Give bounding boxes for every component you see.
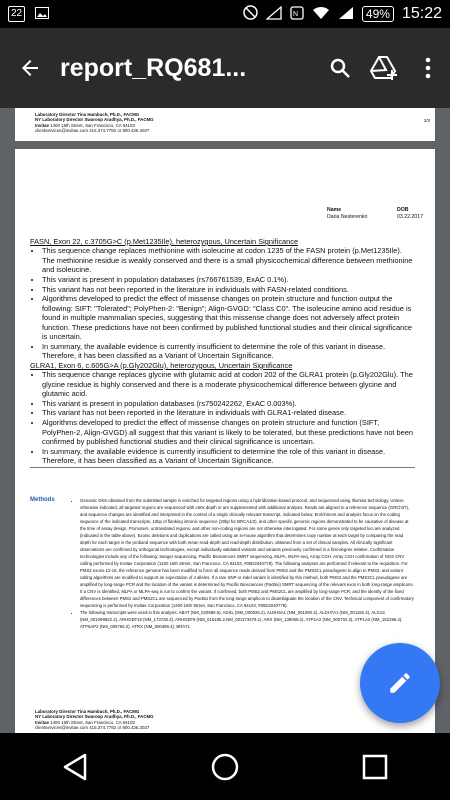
contact-line: clientservices@invitae.com 415.374.7782 or 800.436.3037 [35,128,150,134]
methods-section [30,497,415,630]
nav-recents-button[interactable] [345,737,405,797]
list-item: • This variant is present in population databases (rs766761539, ExAC 0.1%). [42,275,415,284]
wifi-icon [312,6,330,23]
methods-label: Methods [30,497,55,503]
notification-badge: 22 [8,6,25,22]
page-number: 2/3 [423,118,430,123]
name-header: Name [327,207,342,213]
search-icon [328,56,352,80]
variant-glra1 [30,361,415,466]
more-vert-icon [425,57,431,79]
signal-icon [266,6,282,23]
page-1-bottom [15,108,435,141]
list-item: • In summary, the available evidence is currently insufficient to determine the role of this variant in disease. Therefore, it has been classified as a Variant of Uncertain Significance. [42,342,415,361]
image-icon [35,7,49,22]
lab-director-line: Laboratory Director Tina Hambuch, Ph.D., FACMG [35,112,140,117]
list-item: • This variant has not been reported in the literature in individuals with FASN-related conditions. [42,285,415,294]
methods-list [72,497,415,630]
drive-add-icon [370,55,398,81]
list-item: • In summary, the available evidence is currently insufficient to determine the role of this variant in disease. Therefore, it has been classified as a Variant of Uncertain Significance. [42,447,415,466]
document-title: report_RQ681... [60,53,247,82]
patient-name: Daria Nesterenko [327,214,368,220]
status-bar [0,0,450,28]
nav-back-icon [61,752,89,782]
company-address: 1400 16th Street, San Francisco, CA 94103 [50,719,135,725]
patient-dob: 03.22.2017 [397,214,423,220]
patient-info [327,207,423,221]
nav-back-button[interactable] [45,737,105,797]
edit-fab-button[interactable] [360,643,440,723]
system-nav-bar [0,733,450,800]
clock: 15:22 [401,5,442,22]
svg-text:N: N [292,10,298,18]
lab-director-line: Laboratory Director Tina Hambuch, Ph.D., FACMG [35,709,140,714]
variant-bullets [30,246,415,360]
variant-title: GLRA1, Exon 6, c.605G>A (p.Gly202Glu), heterozygous, Uncertain Significance [30,360,293,370]
divider [30,467,415,468]
list-item: • Algorithms developed to predict the effect of missense changes on protein structure and function output the following: SIFT: "Tolerated"; PolyPhen-2: "Benign"; Align-GVGD: "Class C0". The isoleucine amino acid residue is found in multiple mammalian species, suggesting that this missense change does not adversely affect protein function. These predictions have not been confirmed by published functional studies and their clinical significance is uncertain. [42,294,415,341]
list-item: • Algorithms developed to predict the effect of missense changes on protein structure and function (SIFT, PolyPhen-2, Align-GVGD) all suggest that this variant is likely to be tolerated, but these predictions have not been confirmed by published functional studies and their clinical significance is uncertain. [42,418,415,446]
search-button[interactable] [318,28,362,108]
dob-header: DOB [397,207,409,213]
list-item: • This sequence change replaces methionine with isoleucine at codon 1235 of the FASN protein (p.Met1235Ile). The methionine residue is weakly conserved and there is a small physicochemical difference between methionine and isoleucine. [42,246,415,274]
add-to-drive-button[interactable] [362,28,406,108]
variant-title: FASN, Exon 22, c.3705G>C (p.Met1235Ile), heterozygous, Uncertain Significance [30,237,299,246]
back-button[interactable] [0,28,60,108]
list-item: • This sequence change replaces glycine with glutamic acid at codon 202 of the GLRA1 protein (p.Gly202Glu). The glycine residue is highly conserved and there is a moderate physicochemical difference between glycine and glutamic acid. [42,370,415,398]
variant-details [30,237,415,470]
battery-icon: 49% [362,6,394,22]
variant-fasn [30,237,415,360]
page-2 [15,149,435,733]
ny-director-line: NY Laboratory Director Swaroop Aradhya, Ph.D., FACMG [35,714,154,720]
data-icon [338,6,354,23]
app-bar [0,28,450,108]
page-2-footer [35,709,154,731]
document-viewer[interactable] [0,108,450,733]
pencil-icon [387,670,413,696]
company-name: Invitae [35,719,49,725]
list-item: • This variant has not been reported in the literature in individuals with GLRA1-related disease. [42,408,415,417]
more-options-button[interactable] [406,28,450,108]
nav-recents-icon [362,754,388,780]
list-item: • The following transcripts were used in this analysis: ABAT (NM_020686.5), ADSL (NM_000026.2), ALDH5A1 (NM_001080.3), ALDH7A1 (NM_001182.4), ALG13 (NM_001099922.2), ARHGEF15 (NM_173728.3), ARHGEF9 (NM_015185.2,NM_001173479.1), ARX (NM_139058.2), ATP1A2 (NM_000702.3), ATP1A3 (NM_152296.4), ATP6AP2 (NM_005765.2), ATRX (NM_000489.4), BRAT1 [80,609,415,630]
list-item: • This variant is present in population databases (rs750242262, ExAC 0.003%). [42,399,415,408]
list-item: • Genomic DNA obtained from the submitted sample is enriched for targeted regions using a hybridization-based protocol, and sequenced using Illumina technology. Unless otherwise indicated, all targeted regions are sequenced with ≥50x depth or are supplemented with additional analysis. Reads are aligned to a reference sequence (GRCh37), and sequence changes are identified and interpreted in the context of a single clinically relevant transcript, indicated below. Enrichment and analysis focus on the coding sequence of the indicated transcripts, 10bp of flanking intronic sequence (20bp for BRCA1/2), and other specific genomic regions demonstrated to be causative of disease at the time of assay design. Promoters, untranslated regions, and other non-coding regions are not otherwise interrogated. For some genes only targeted loci are analyzed (indicated in the table above). Exonic deletions and duplications are called using an in-house algorithm that determines copy number at each target by comparing the read depth for each target in the proband sequence with both mean read-depth and read-depth distribution, obtained from a set of clinical samples. All clinically significant observations are confirmed by orthogonal technologies, except individually validated variants and variants previously confirmed in a first-degree relative. Confirmation technologies include any of the following: Sanger sequencing, Pacific Biosciences SMRT sequencing, MLPA, MLPA-seq, Array CGH. Array CGH confirmation of NGS CNV calling performed by Invitae Corporation (1400 16th Street, San Francisco, CA 94103, #05D2040778). The following analyses are performed if relevant to the requisition. For PMS2 exons 12-15, the reference genome has been modified to force all sequence reads derived from PMS2 and the PMS2CL pseudogene to align to PMS2, and variant calling algorithms are modified to support an expectation of 4 alleles. If a rare SNP or indel variant is identified by this method, both PMS2 and the PMS2CL pseudogene are amplified by long-range PCR and the location of the variant is determined by Pacific Biosciences (PacBio) SMRT sequencing of the relevant exon in both long-range amplicons. If a CNV is identified, MLPA or MLPA-seq is run to confirm the variant. If confirmed, both PMS2 and PMS2CL are amplified by long-range PCR, and the identity of the fixed differences between PMS2 and PMS2CL are sequenced by PacBio from the long-range amplicon to disambiguate the location of the CNV. Technical component of confirmatory sequencing is performed by Invitae Corporation (1400 16th Street, San Francisco, CA 94103, #05D2040778). [80,497,415,609]
company-address: 1400 16th Street, San Francisco, CA 94103 [50,122,135,128]
back-arrow-icon [18,56,42,80]
page-1-footer [35,112,415,134]
no-entry-icon [243,5,258,23]
company-name: Invitae [35,122,49,128]
contact-line: clientservices@invitae.com 415.374.7782 or 800.436.3037 [35,725,150,731]
variant-bullets [30,370,415,465]
nav-home-button[interactable] [195,737,255,797]
nfc-icon [290,6,304,23]
nav-home-icon [210,752,240,782]
ny-director-line: NY Laboratory Director Swaroop Aradhya, Ph.D., FACMG [35,117,154,123]
